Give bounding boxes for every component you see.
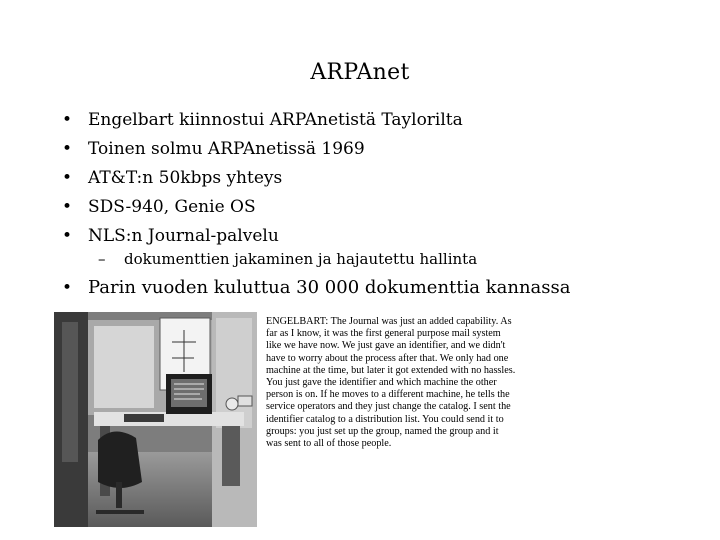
bullet-text: Toinen solmu ARPAnetissä 1969 <box>88 139 365 159</box>
bullet-item <box>60 164 463 193</box>
bullet-item <box>60 193 463 222</box>
engelbart-quote: ENGELBART: The Journal was just an added capability. As far as I know, it was the first general purpose mail system like we have now. We just gave an identifier, and we didn't have to worry about the process after that. We only had one machine at the time, but later it got extended with no hassles. You just gave the identifier and which machine the other person is on. If he moves to a different machine, he tells the service operators and they just change the catalog. I sent the identifier catalog to a distribution list. You could send it to groups: you just set up the group, named the group and it was sent to all of those people. <box>266 316 516 450</box>
bullet-text: NLS:n Journal-palvelu <box>88 226 279 246</box>
bullet-dot: • <box>62 139 73 159</box>
bullet-text: AT&T:n 50kbps yhteys <box>88 168 283 188</box>
bullet-dot: • <box>62 278 73 298</box>
sub-bullet-text: dokumenttien jakaminen ja hajautettu hallinta <box>124 250 478 268</box>
bullet-text: SDS-940, Genie OS <box>88 197 256 217</box>
bullet-item <box>60 135 463 164</box>
bullet-dot: • <box>62 168 73 188</box>
bullet-item <box>60 106 463 135</box>
office-photo-illustration <box>54 312 257 527</box>
slide-title: ARPAnet <box>310 60 410 85</box>
office-photo <box>54 312 257 527</box>
bullet-item-last <box>60 274 570 302</box>
bullet-dot: • <box>62 197 73 217</box>
bullet-list <box>60 106 463 251</box>
bullet-text: Engelbart kiinnostui ARPAnetistä Taylorilta <box>88 110 463 130</box>
sub-bullet <box>98 250 477 268</box>
bullet-item <box>60 222 463 251</box>
bullet-dot: • <box>62 226 73 246</box>
sub-bullet-dash: – <box>98 250 106 268</box>
bullet-dot: • <box>62 110 73 130</box>
bullet-text: Parin vuoden kuluttua 30 000 dokumenttia kannassa <box>88 277 571 298</box>
